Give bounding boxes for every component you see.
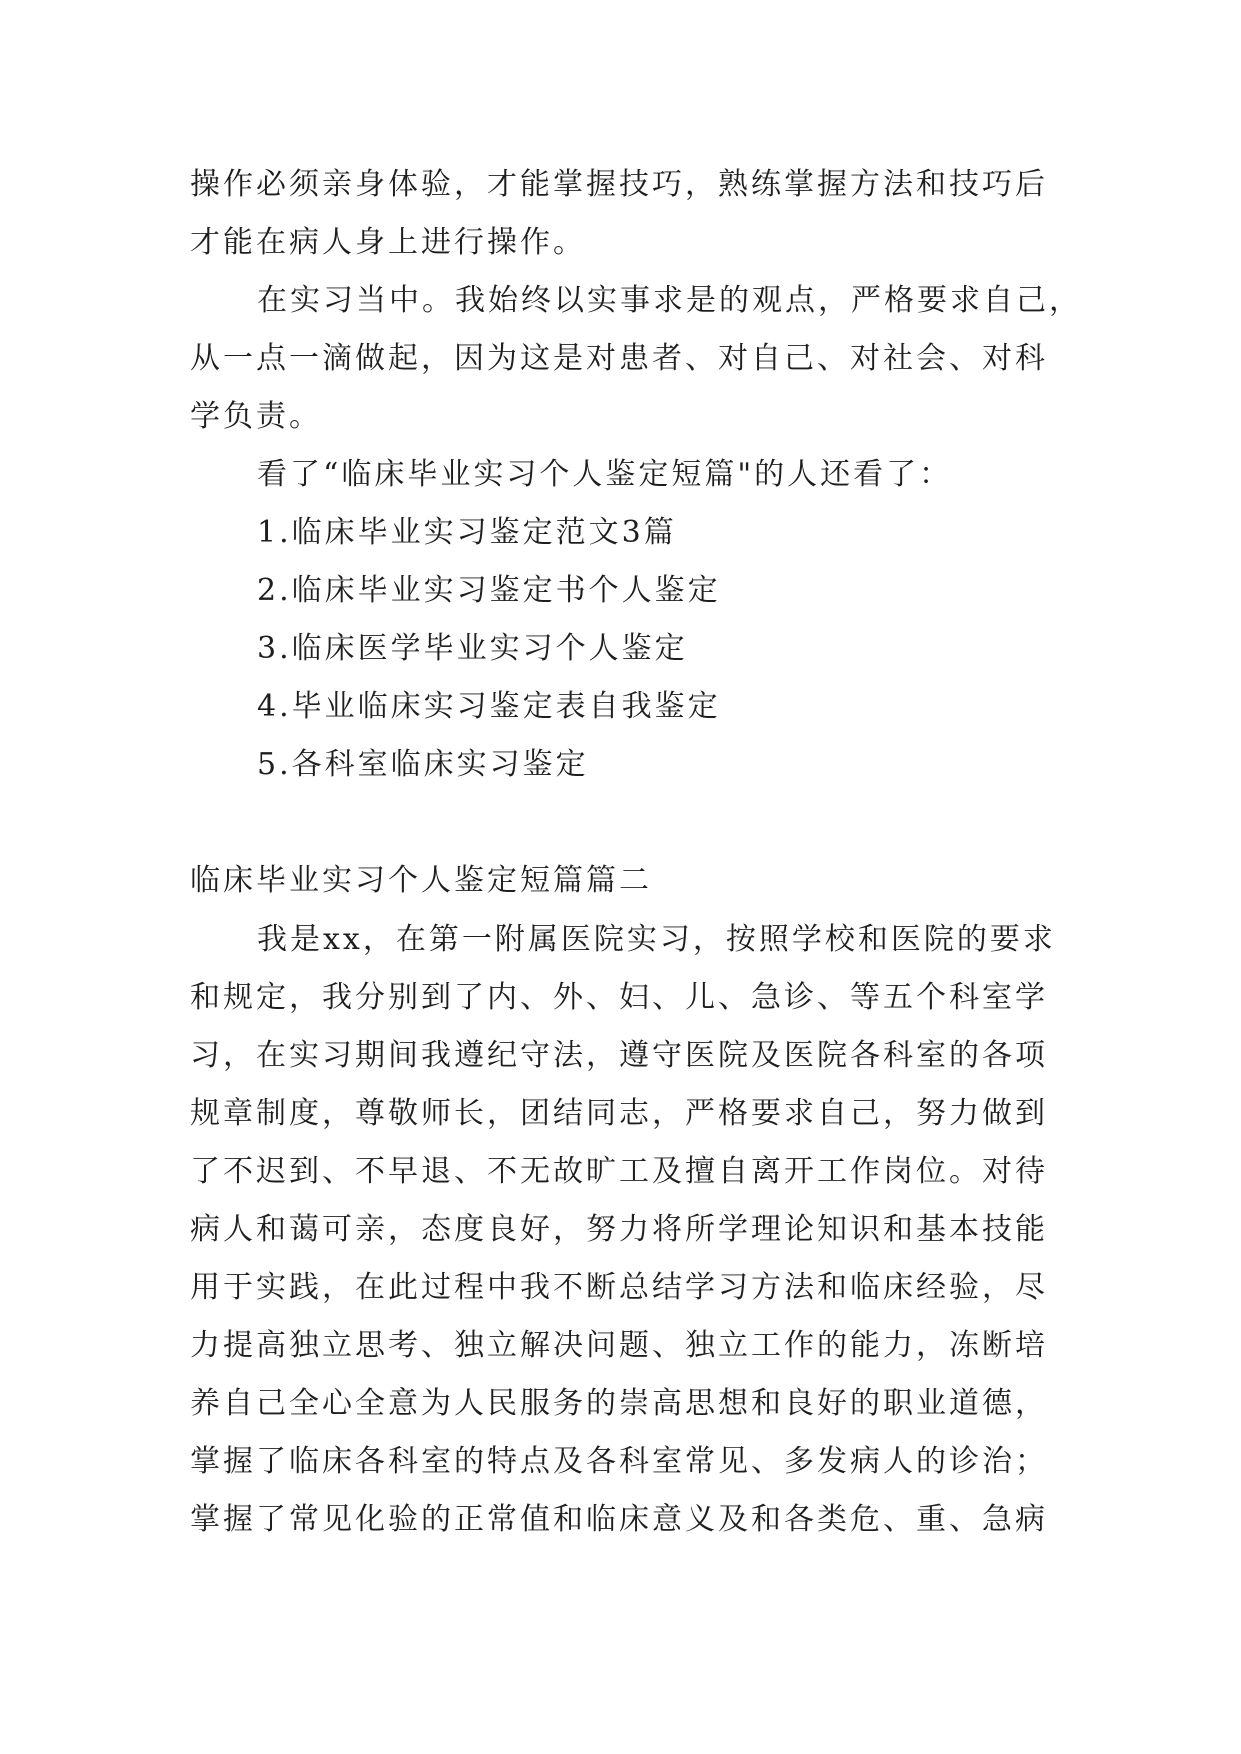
related-link[interactable]: 4.毕业临床实习鉴定表自我鉴定 [257,689,721,724]
related-link[interactable]: 1.临床毕业实习鉴定范文3篇 [257,515,677,550]
section-title: 临床毕业实习个人鉴定短篇篇二 [190,863,652,898]
text-line: 和规定，我分别到了内、外、妇、儿、急诊、等五个科室学 [190,980,1048,1015]
text-line: 病人和蔼可亲，态度良好，努力将所学理论知识和基本技能 [190,1212,1048,1247]
text-line: 我是xx，在第一附属医院实习，按照学校和医院的要求 [257,922,1056,957]
text-line: 用于实践，在此过程中我不断总结学习方法和临床经验，尽 [190,1270,1048,1305]
related-link[interactable]: 2.临床毕业实习鉴定书个人鉴定 [257,573,721,608]
text-line: 掌握了临床各科室的特点及各科室常见、多发病人的诊治； [190,1444,1048,1479]
text-line: 习，在实习期间我遵纪守法，遵守医院及医院各科室的各项 [190,1038,1048,1073]
related-link[interactable]: 3.临床医学毕业实习个人鉴定 [257,631,688,666]
text-line: 在实习当中。我始终以实事求是的观点，严格要求自己， [257,283,1082,318]
text-line: 学负责。 [190,399,322,434]
text-line: 才能在病人身上进行操作。 [190,225,586,260]
text-line: 从一点一滴做起，因为这是对患者、对自己、对社会、对科 [190,341,1048,376]
text-line: 了不迟到、不早退、不无故旷工及擅自离开工作岗位。对待 [190,1154,1048,1189]
text-line: 养自己全心全意为人民服务的崇高思想和良好的职业道德， [190,1386,1048,1421]
text-line: 规章制度，尊敬师长，团结同志，严格要求自己，努力做到 [190,1096,1048,1131]
text-line: 操作必须亲身体验，才能掌握技巧，熟练掌握方法和技巧后 [190,167,1048,202]
text-line: 掌握了常见化验的正常值和临床意义及和各类危、重、急病 [190,1502,1048,1537]
text-line: 力提高独立思考、独立解决问题、独立工作的能力，冻断培 [190,1328,1048,1363]
related-link[interactable]: 5.各科室临床实习鉴定 [257,747,589,782]
related-intro: 看了“临床毕业实习个人鉴定短篇"的人还看了： [257,457,953,492]
